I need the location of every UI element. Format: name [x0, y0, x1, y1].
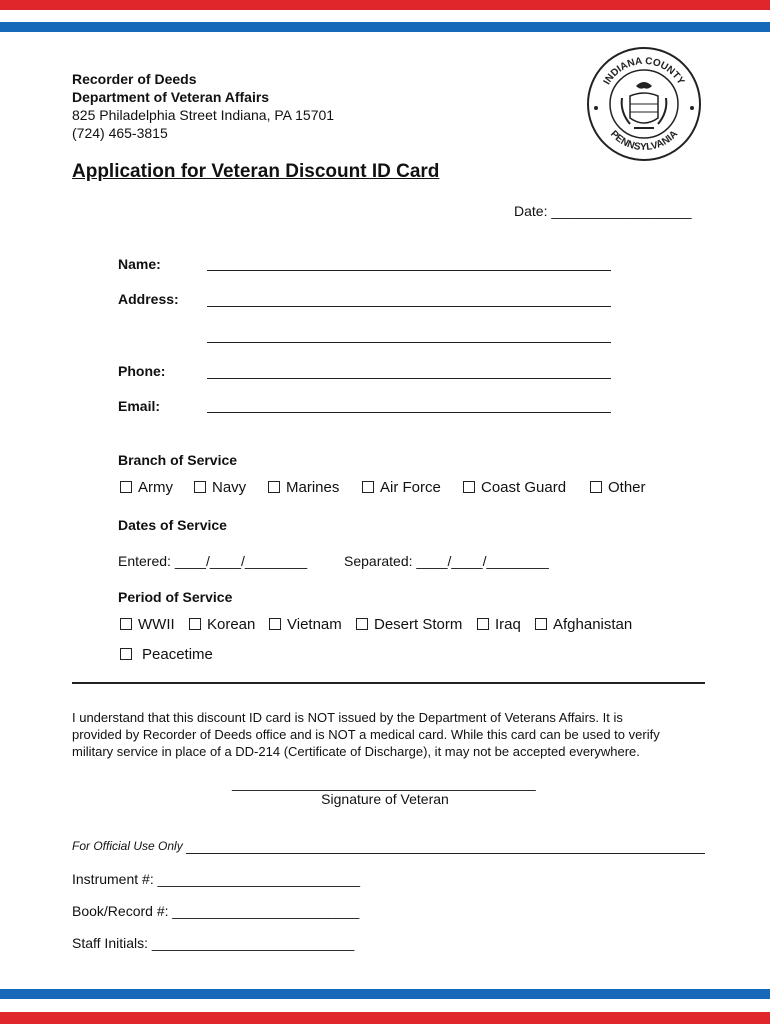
checkbox-icon: [356, 618, 368, 630]
office-name: Recorder of Deeds: [72, 71, 197, 87]
branch-option-marines[interactable]: Marines: [268, 479, 339, 496]
checkbox-icon: [362, 481, 374, 493]
address-line: 825 Philadelphia Street Indiana, PA 15701: [72, 107, 335, 123]
checkbox-icon: [268, 481, 280, 493]
period-option-desert-storm[interactable]: Desert Storm: [356, 616, 462, 633]
checkbox-icon: [477, 618, 489, 630]
svg-text:PENNSYLVANIA: [608, 129, 680, 153]
address-label: Address:: [118, 291, 179, 307]
phone-input-line[interactable]: [207, 378, 611, 379]
entered-date-field[interactable]: Entered: ____/____/________: [118, 553, 308, 569]
seal-bottom-text: PENNSYLVANIA: [607, 128, 681, 154]
email-input-line[interactable]: [207, 412, 611, 413]
seal-top-text: INDIANA COUNTY: [601, 55, 687, 87]
period-option-vietnam[interactable]: Vietnam: [269, 616, 342, 633]
branch-option-navy[interactable]: Navy: [194, 479, 246, 496]
checkbox-icon: [120, 618, 132, 630]
address-input-line-1[interactable]: [207, 306, 611, 307]
checkbox-icon: [120, 481, 132, 493]
address-input-line-2[interactable]: [207, 342, 611, 343]
checkbox-icon: [535, 618, 547, 630]
checkbox-icon: [590, 481, 602, 493]
date-field[interactable]: Date: __________________: [514, 203, 692, 219]
checkbox-icon: [269, 618, 281, 630]
separated-date-field[interactable]: Separated: ____/____/________: [344, 553, 549, 569]
checkbox-icon: [189, 618, 201, 630]
dates-heading: Dates of Service: [118, 517, 227, 533]
branch-option-coast-guard[interactable]: Coast Guard: [463, 479, 566, 496]
staff-initials-field[interactable]: Staff Initials: __________________________: [72, 935, 355, 951]
checkbox-icon: [194, 481, 206, 493]
bottom-blue-stripe: [0, 989, 770, 999]
name-label: Name:: [118, 256, 161, 272]
signature-line[interactable]: _______________________________________: [232, 775, 536, 791]
checkbox-icon: [463, 481, 475, 493]
period-option-korean[interactable]: Korean: [189, 616, 255, 633]
department-name: Department of Veteran Affairs: [72, 89, 270, 105]
top-blue-stripe: [0, 22, 770, 32]
branch-option-army[interactable]: Army: [120, 479, 173, 496]
official-use-divider: [186, 853, 705, 854]
name-input-line[interactable]: [207, 270, 611, 271]
page-title: Application for Veteran Discount ID Card: [72, 161, 440, 182]
official-use-heading: For Official Use Only: [72, 839, 183, 853]
signature-label: Signature of Veteran: [321, 791, 449, 807]
period-option-wwii[interactable]: WWII: [120, 616, 175, 633]
branch-option-other[interactable]: Other: [590, 479, 646, 496]
phone-line: (724) 465-3815: [72, 125, 168, 141]
book-record-field[interactable]: Book/Record #: ________________________: [72, 903, 360, 919]
period-option-peacetime[interactable]: Peacetime: [120, 646, 213, 663]
disclaimer-text: I understand that this discount ID card is NOT issued by the Department of Veterans Affairs. It is provided by Recorder of Deeds office and is NOT a medical card. While this card can be used to verify military service in place of a DD-214 (Certificate of Discharge), it may not be accepted everywhere.: [72, 710, 660, 759]
period-option-iraq[interactable]: Iraq: [477, 616, 521, 633]
county-seal-icon: [586, 46, 702, 162]
period-option-afghanistan[interactable]: Afghanistan: [535, 616, 632, 633]
instrument-field[interactable]: Instrument #: __________________________: [72, 871, 361, 887]
branch-heading: Branch of Service: [118, 452, 238, 468]
period-heading: Period of Service: [118, 589, 233, 605]
phone-label: Phone:: [118, 363, 166, 379]
checkbox-icon: [120, 648, 132, 660]
section-divider: [72, 682, 705, 684]
bottom-red-stripe: [0, 1012, 770, 1024]
email-label: Email:: [118, 398, 161, 414]
branch-option-air-force[interactable]: Air Force: [362, 479, 441, 496]
top-red-stripe: [0, 0, 770, 10]
